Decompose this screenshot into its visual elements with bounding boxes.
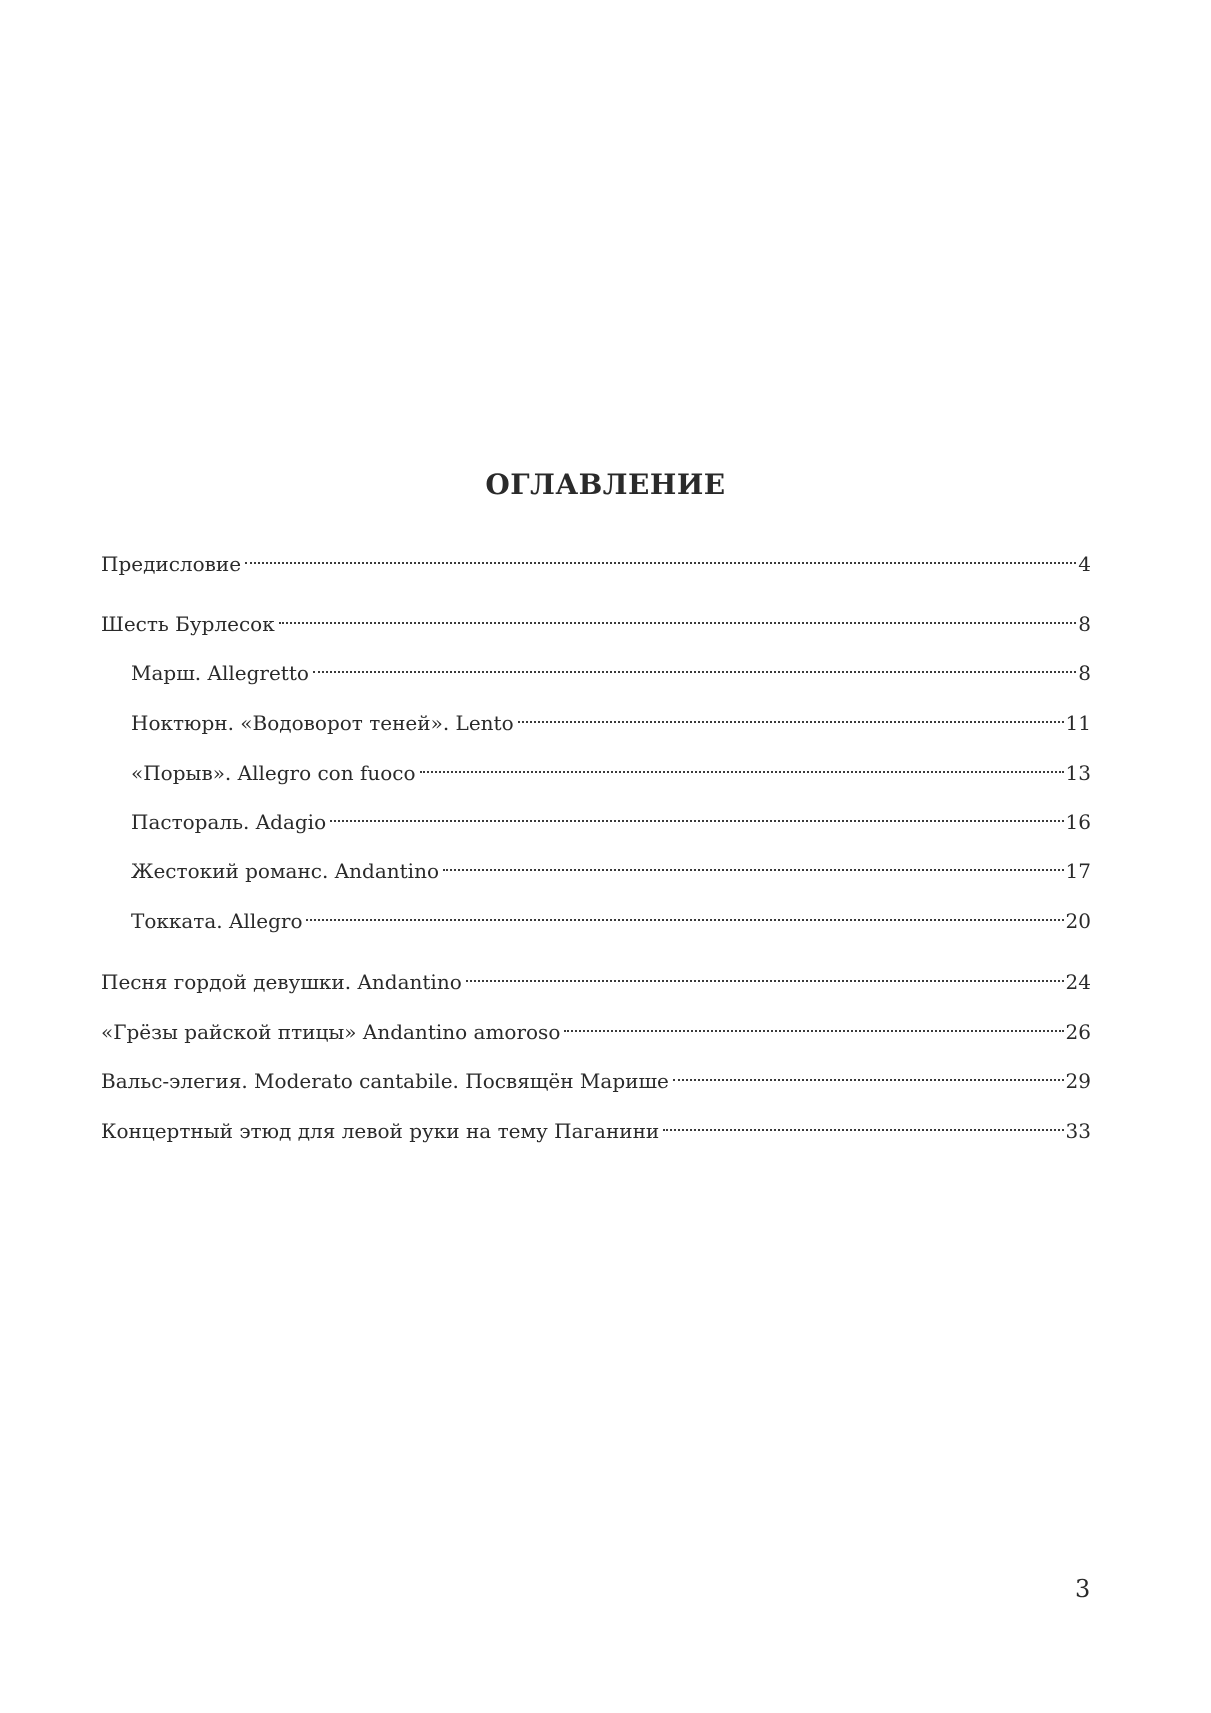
dot-leader	[279, 601, 1077, 631]
dot-leader	[313, 650, 1076, 680]
toc-entry-page: 11	[1065, 711, 1091, 735]
toc-entry-label: Шесть Бурлесок	[101, 612, 275, 636]
toc-entry-page: 16	[1065, 810, 1091, 834]
toc-entry-page: 17	[1065, 859, 1091, 883]
toc-entry-page: 26	[1065, 1020, 1091, 1044]
dot-leader	[564, 1009, 1063, 1039]
dot-leader	[330, 799, 1063, 829]
toc-entry-page: 20	[1065, 909, 1091, 933]
dot-leader	[420, 750, 1064, 780]
toc-entry-march	[131, 650, 1091, 685]
toc-entry-page: 33	[1065, 1119, 1091, 1143]
toc-entry-label: Марш. Allegretto	[131, 661, 309, 685]
toc-entry-paradise-bird	[101, 1009, 1091, 1044]
toc-entry-page: 8	[1078, 661, 1091, 685]
dot-leader	[245, 541, 1076, 571]
toc-entry-cruel-romance	[131, 848, 1091, 883]
toc-entry-page: 29	[1065, 1069, 1091, 1093]
toc-entry-label: Вальс-элегия. Moderato cantabile. Посвящён Марише	[101, 1069, 669, 1093]
dot-leader	[466, 959, 1064, 989]
toc-entry-impulse	[131, 750, 1091, 785]
dot-leader	[443, 848, 1064, 878]
toc-entry-six-burlesques	[101, 601, 1091, 636]
toc-entry-page: 24	[1065, 970, 1091, 994]
toc-entry-label: Песня гордой девушки. Andantino	[101, 970, 462, 994]
toc-entry-label: Токката. Allegro	[131, 909, 303, 933]
toc-entry-pastorale	[131, 799, 1091, 834]
page-title: ОГЛАВЛЕНИЕ	[485, 468, 726, 501]
toc-entry-label: «Грёзы райской птицы» Andantino amoroso	[101, 1020, 561, 1044]
toc-entry-page: 13	[1065, 761, 1091, 785]
toc-entry-label: Ноктюрн. «Водоворот теней». Lento	[131, 711, 514, 735]
toc-entry-waltz-elegy	[101, 1058, 1091, 1093]
toc-entry-label: Предисловие	[101, 552, 242, 576]
toc-entry-page: 4	[1078, 552, 1091, 576]
toc-entry-toccata	[131, 898, 1091, 933]
page-number: 3	[1075, 1575, 1091, 1603]
dot-leader	[673, 1058, 1064, 1088]
dot-leader	[518, 700, 1064, 730]
toc-entry-label: «Порыв». Allegro con fuoco	[131, 761, 416, 785]
dot-leader	[306, 898, 1063, 928]
toc-entry-label: Концертный этюд для левой руки на тему Паганини	[101, 1119, 660, 1143]
toc-entry-nocturne	[131, 700, 1091, 735]
toc-entry-preface	[101, 541, 1091, 576]
toc-entry-label: Пастораль. Adagio	[131, 810, 327, 834]
toc-entry-page: 8	[1078, 612, 1091, 636]
dot-leader	[663, 1108, 1063, 1138]
toc-entry-label: Жестокий романс. Andantino	[131, 859, 439, 883]
toc-entry-proud-girl-song	[101, 959, 1091, 994]
toc-entry-concert-etude	[101, 1108, 1091, 1143]
